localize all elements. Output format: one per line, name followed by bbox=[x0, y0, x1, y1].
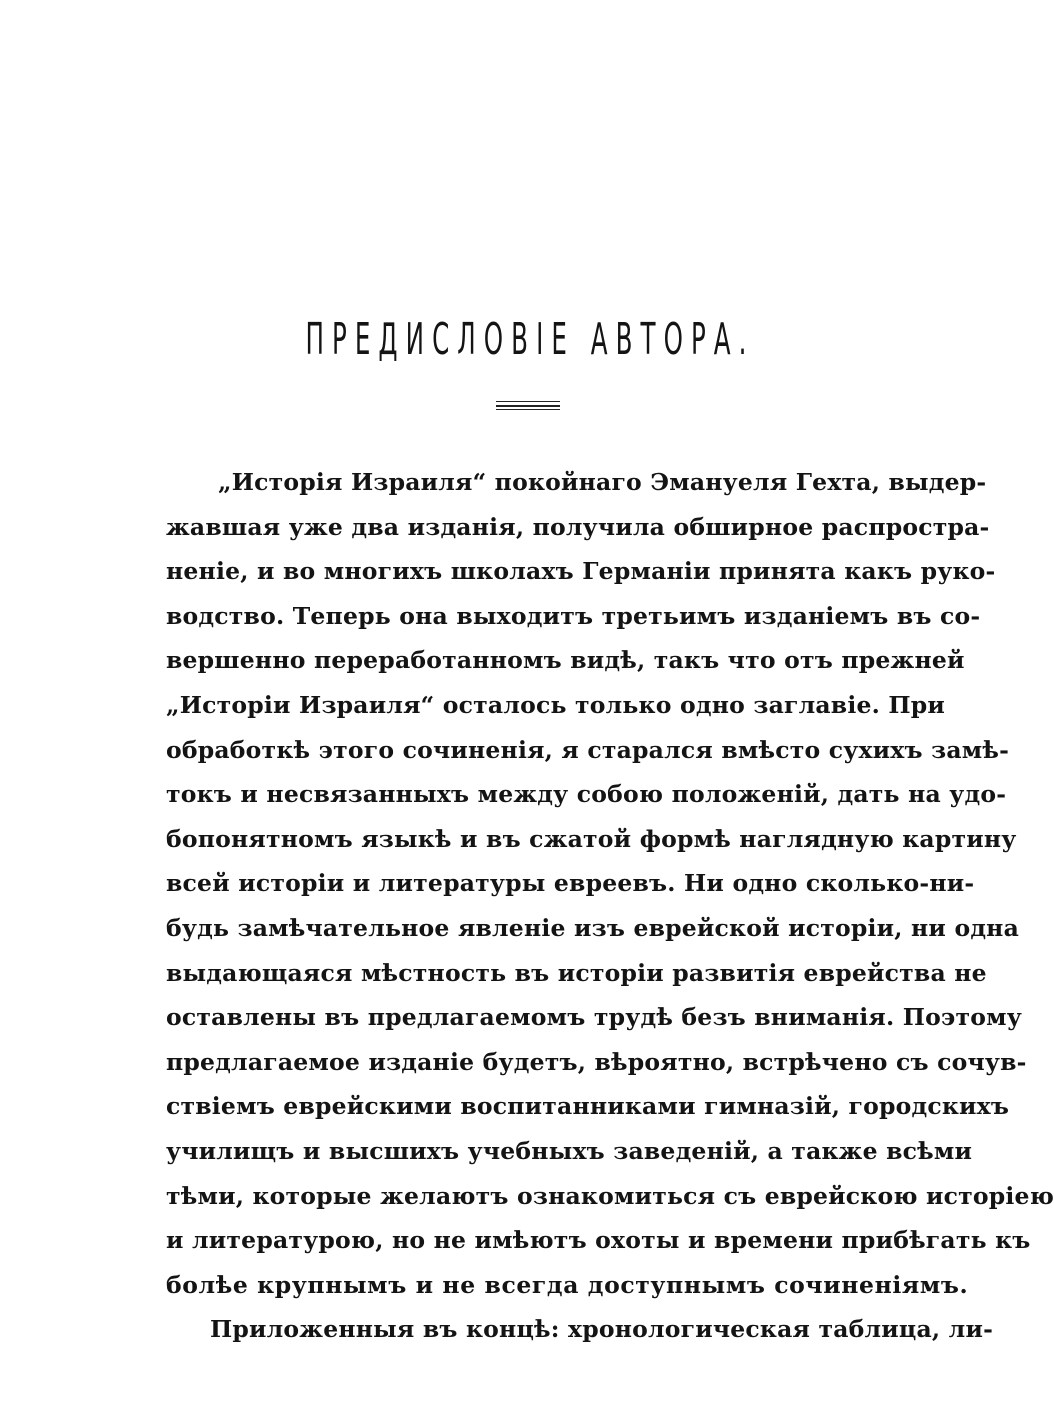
divider-line-middle bbox=[496, 405, 560, 407]
text-line: всей исторіи и литературы евреевъ. Ни одно сколько-ни- bbox=[166, 869, 975, 898]
preface-text bbox=[166, 460, 1054, 1352]
divider-line-bottom bbox=[496, 409, 560, 410]
text-line: будь замѣчательное явленіе изъ еврейской исторіи, ни одна bbox=[166, 913, 1020, 942]
text-line: неніе, и во многихъ школахъ Германіи принята какъ руко- bbox=[166, 557, 996, 586]
text-line: болѣе крупнымъ и не всегда доступнымъ сочиненіямъ. bbox=[166, 1270, 969, 1299]
text-line: „Исторія Израиля“ покойнаго Эмануеля Гехта, выдер- bbox=[218, 468, 987, 496]
text-line: жавшая уже два изданія, получила обширное распростра- bbox=[166, 512, 990, 541]
text-line: выдающаяся мѣстность въ исторіи развитія еврейства не bbox=[166, 958, 987, 987]
text-line: и литературою, но не имѣютъ охоты и времени прибѣгать къ bbox=[166, 1226, 1031, 1255]
text-line: предлагаемое изданіе будетъ, вѣроятно, встрѣчено съ сочув- bbox=[166, 1047, 1027, 1076]
text-line: Приложенныя въ концѣ: хронологическая таблица, ли- bbox=[210, 1315, 994, 1344]
text-line: тѣми, которые желаютъ ознакомиться съ еврейскою исторіею bbox=[166, 1181, 1054, 1210]
text-line: оставлены въ предлагаемомъ трудѣ безъ вниманія. Поэтому bbox=[166, 1003, 1022, 1032]
text-line: обработкѣ этого сочиненія, я старался вмѣсто сухихъ замѣ- bbox=[166, 735, 1010, 764]
text-line: токъ и несвязанныхъ между собою положеній, дать на удо- bbox=[166, 780, 1007, 809]
text-line: вершенно переработанномъ видѣ, такъ что отъ прежней bbox=[166, 646, 965, 675]
text-line: водство. Теперь она выходитъ третьимъ изданіемъ въ со- bbox=[166, 601, 981, 630]
page-title: ПРЕДИСЛОВІЕ АВТОРА. bbox=[305, 314, 755, 365]
text-line: „Исторіи Израиля“ осталось только одно заглавіе. При bbox=[166, 690, 946, 719]
text-line: училищъ и высшихъ учебныхъ заведеній, а также всѣми bbox=[166, 1136, 973, 1165]
text-line: ствіемъ еврейскими воспитанниками гимназій, городскихъ bbox=[166, 1092, 1010, 1121]
text-line: бопонятномъ языкѣ и въ сжатой формѣ наглядную картину bbox=[166, 824, 1017, 853]
divider-line-top bbox=[496, 401, 560, 402]
